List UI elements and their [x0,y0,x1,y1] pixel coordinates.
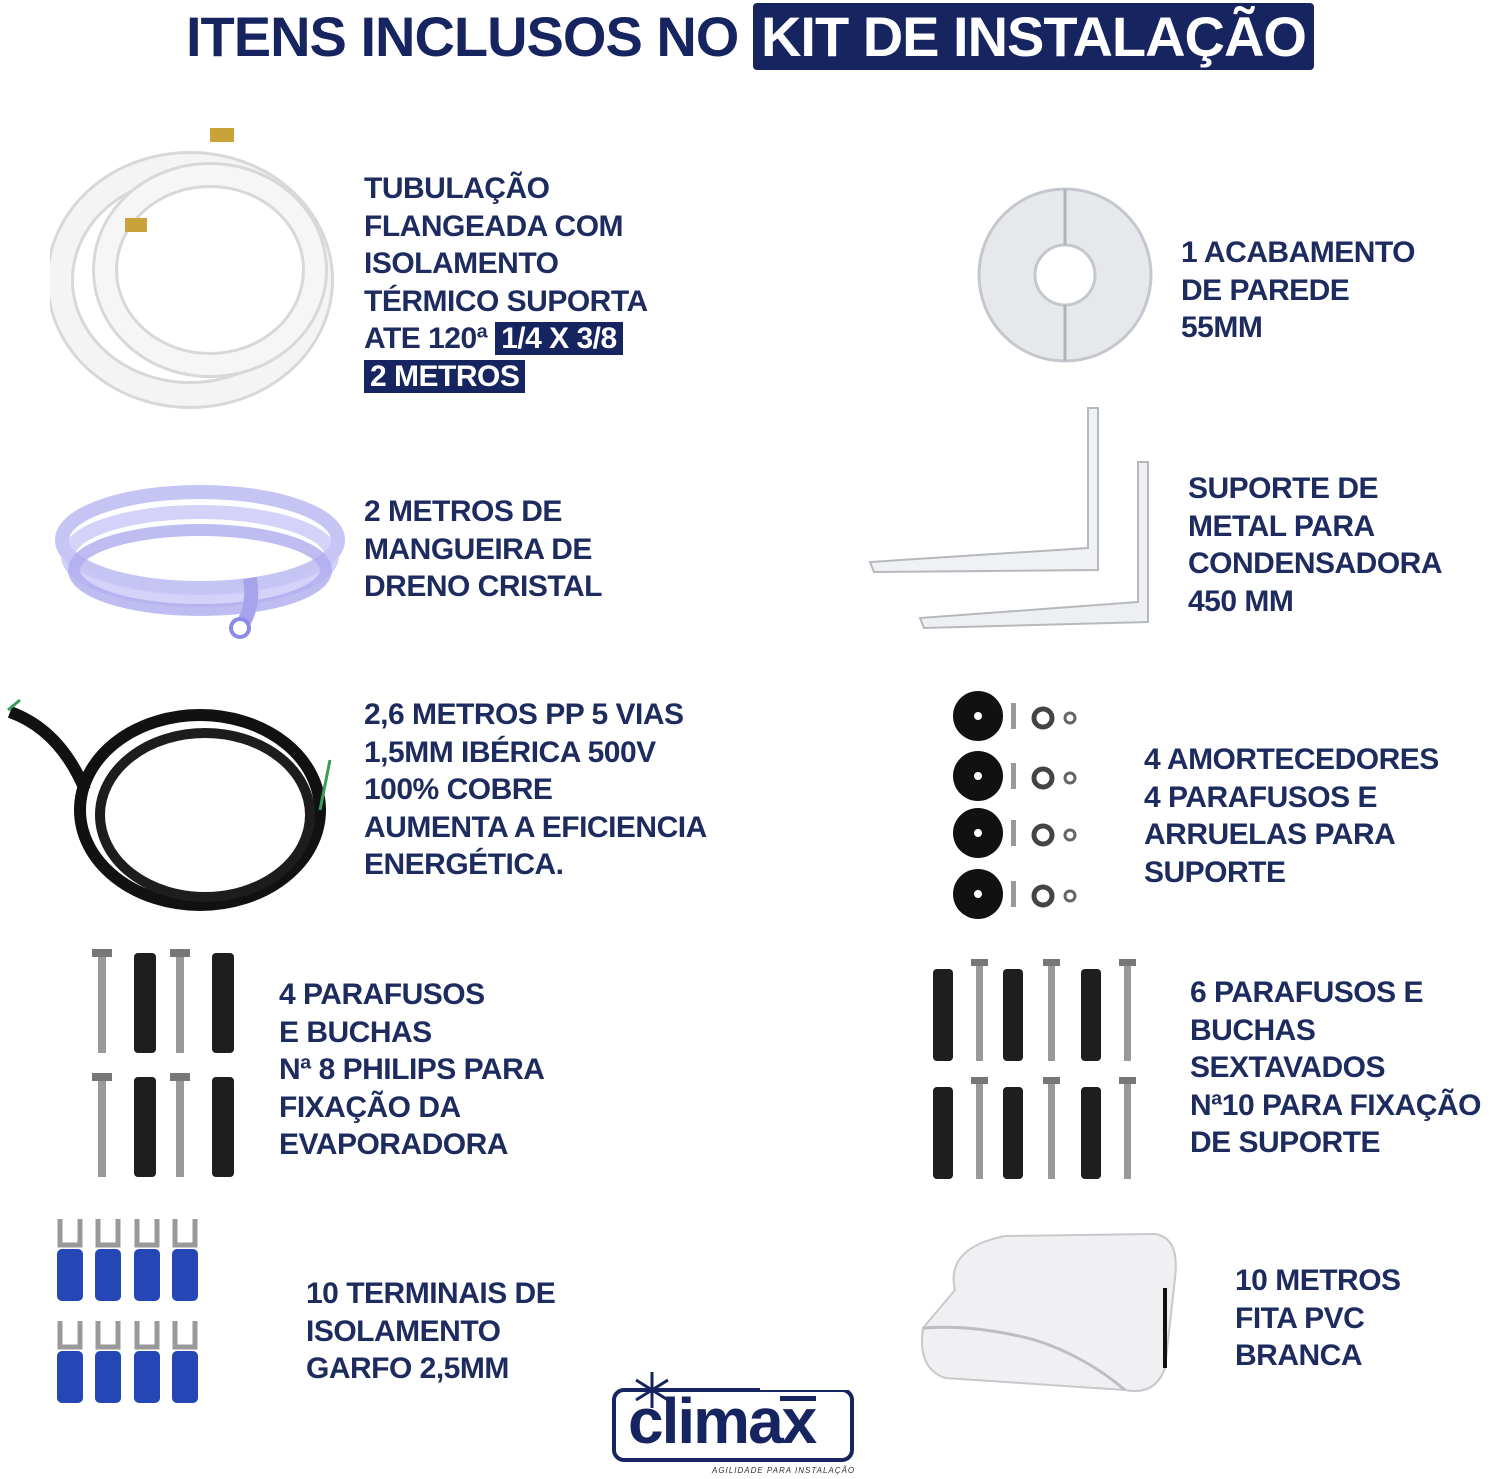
suporte-line: 450 MM [1188,584,1294,618]
parafusos4-line: 4 PARAFUSOS [279,978,485,1011]
fork-terminals-image [55,1215,205,1410]
wall-finish-ring-image [970,180,1160,370]
parafusos6-text [1190,974,1481,1162]
screws-anchors-6-image [925,955,1150,1180]
screws-anchors-4-image [88,945,248,1185]
title-part1: ITENS INCLUSOS NO [185,5,739,68]
tubulacao-line: ISOLAMENTO [364,247,559,280]
cabo-line: 2,6 METROS PP 5 VIAS [364,698,684,731]
fita-line: FITA PVC [1235,1301,1365,1335]
climax-logo-tagline: AGILIDADE PARA INSTALAÇÃO [712,1466,856,1475]
terminais-line: 10 TERMINAIS DE [306,1277,556,1310]
fita-line: 10 METROS [1235,1264,1401,1297]
mangueira-line: 2 METROS DE [364,495,562,528]
tubulacao-text [364,170,648,395]
climax-logo-text: climax [628,1385,816,1457]
parafusos4-line: FIXAÇÃO DA [279,1090,461,1124]
parafusos4-line: Nª 8 PHILIPS PARA [279,1053,545,1086]
mangueira-text [364,493,602,606]
cabo-line: ENERGÉTICA. [364,848,564,881]
tubulacao-line: TÉRMICO SUPORTA [364,284,648,318]
acabamento-line: 1 ACABAMENTO [1181,236,1416,269]
terminais-text [306,1275,555,1388]
suporte-line: METAL PARA [1188,509,1375,543]
mangueira-line: MANGUEIRA DE [364,532,592,566]
parafusos4-text [279,976,544,1164]
tubulacao-highlight-size: 1/4 X 3/8 [495,322,623,355]
parafusos6-line: Nª10 PARA FIXAÇÃO [1190,1088,1481,1122]
terminais-line: GARFO 2,5MM [306,1352,509,1385]
cabo-line: AUMENTA A EFICIENCIA [364,810,707,844]
parafusos6-line: DE SUPORTE [1190,1126,1381,1159]
tubulacao-highlight-length: 2 METROS [364,360,525,393]
amortecedores-line: 4 AMORTECEDORES [1144,743,1439,776]
suporte-line: CONDENSADORA [1188,547,1443,580]
parafusos6-line: BUCHAS [1190,1013,1316,1047]
parafusos6-line: 6 PARAFUSOS E [1190,976,1423,1009]
tubulacao-line: FLANGEADA COM [364,209,624,243]
parafusos4-line: EVAPORADORA [279,1128,508,1161]
acabamento-text [1181,234,1415,347]
suporte-line: SUPORTE DE [1188,472,1379,505]
suporte-text [1188,470,1442,620]
cabo-text [364,696,707,884]
amortecedores-line: ARRUELAS PARA [1144,818,1396,851]
fita-text [1235,1262,1401,1375]
pvc-tape-image [915,1228,1180,1398]
black-cable-image [0,690,345,925]
parafusos4-line: E BUCHAS [279,1015,432,1049]
acabamento-line: 55MM [1181,311,1263,344]
fita-line: BRANCA [1235,1339,1362,1372]
parafusos6-line: SEXTAVADOS [1190,1051,1386,1084]
mangueira-line: DRENO CRISTAL [364,570,602,603]
metal-bracket-image [866,400,1166,640]
amortecedores-line: SUPORTE [1144,855,1286,889]
cabo-line: 1,5MM IBÉRICA 500V [364,735,656,769]
amortecedores-line: 4 PARAFUSOS E [1144,780,1377,814]
terminais-line: ISOLAMENTO [306,1314,501,1348]
drain-hose-image [50,478,350,648]
insulated-pipe-coil-image [50,120,340,410]
tubulacao-line: ATE 120ª [364,322,488,355]
page-title [0,4,1500,69]
acabamento-line: DE PAREDE [1181,273,1350,307]
amortecedores-text [1144,741,1439,891]
cabo-line: 100% COBRE [364,773,553,806]
tubulacao-line: TUBULAÇÃO [364,172,550,205]
title-part2-highlight: KIT DE INSTALAÇÃO [753,3,1314,70]
dampers-washers-image [945,688,1085,923]
